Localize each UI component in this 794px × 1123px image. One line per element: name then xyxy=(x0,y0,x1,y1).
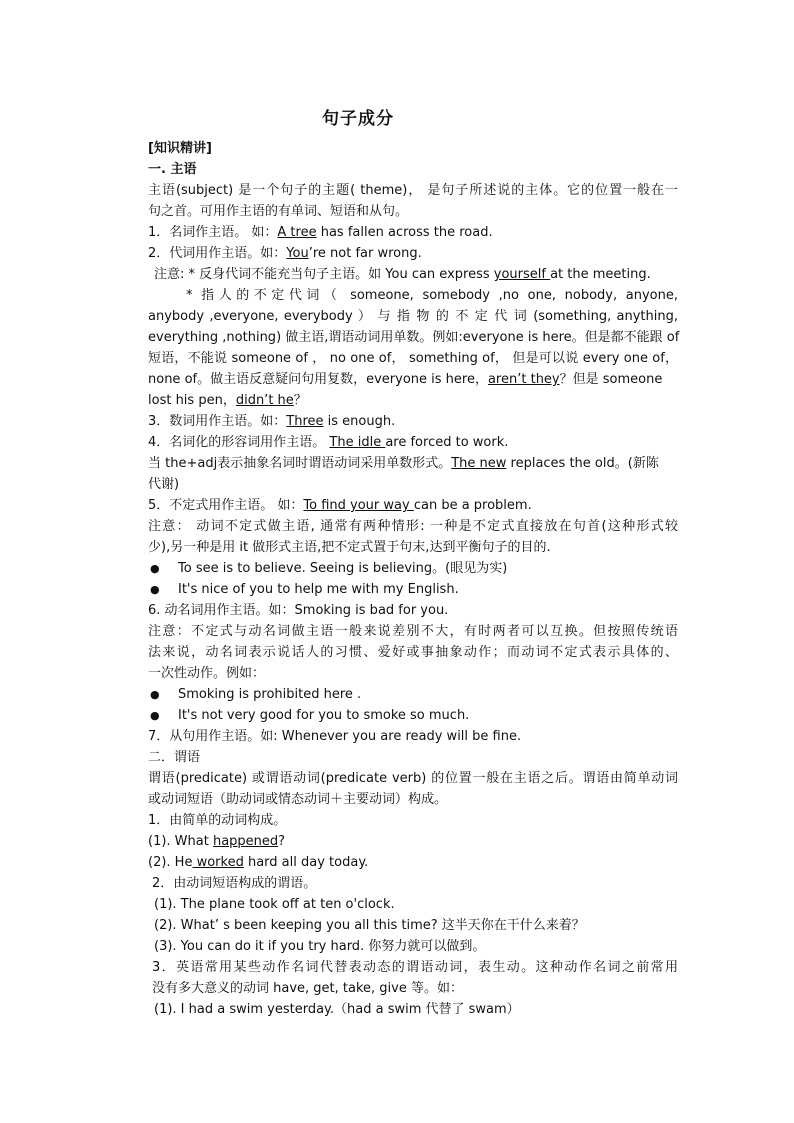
item-4: 4．名词化的形容词用作主语。 The idle are forced to work. xyxy=(148,435,509,450)
bullet-item: ● It's nice of you to help me with my English. xyxy=(148,579,708,600)
predicate-item-1: 1．由简单的动词构成。 xyxy=(148,813,287,828)
item-5-note-line1: 注意： 动词不定式做主语, 通常有两种情形: 一种是不定式直接放在句首(这种形式较 xyxy=(148,519,678,534)
page-title: 句子成分 xyxy=(322,109,394,129)
predicate-example: (2). He worked hard all day today. xyxy=(148,855,369,870)
predicate-item-3-line1: 3．英语常用某些动作名词代替表动态的谓语动词，表生动。这种动作名词之前常用 xyxy=(152,960,678,975)
item-5: 5．不定式用作主语。 如：To find your way can be a problem. xyxy=(148,498,532,513)
predicate-item-3-line2: 没有多大意义的动词 have, get, take, give 等。如： xyxy=(152,981,463,996)
item-2: 2．代词用作主语。如：You’re not far wrong. xyxy=(148,246,422,261)
note-indefinite-line4: 短语，不能说 someone of ， no one of， something of， 但是可以说 every one of， xyxy=(148,351,678,366)
subject-heading: 一. 主语 xyxy=(148,162,197,177)
item-6-note-line1: 注意：不定式与动名词做主语一般来说差别不大，有时两者可以互换。但按照传统语 xyxy=(148,624,678,639)
item-4-note-cont: 代谢) xyxy=(148,477,180,492)
item-1: 1．名词作主语。 如：A tree has fallen across the road. xyxy=(148,225,493,240)
predicate-intro-line1: 谓语(predicate) 或谓语动词(predicate verb) 的位置一般在主语之后。谓语由简单动词 xyxy=(148,771,678,786)
section-label: [知识精讲] xyxy=(148,141,212,156)
bullet-item: ● It's not very good for you to smoke so much. xyxy=(148,705,708,726)
item-6-note-line2: 法来说，动名词表示说话人的习惯、爱好或事抽象动作；而动词不定式表示具体的、 xyxy=(148,645,678,660)
note-indefinite-line1: * 指人的不定代词（ someone, somebody ,no one, nobody, anyone, xyxy=(186,288,678,303)
predicate-example: (1). The plane took off at ten o'clock. xyxy=(154,897,395,912)
note-indefinite-line3: everything ,nothing) 做主语,谓语动词用单数。例如:everyone is here。但是都不能跟 of xyxy=(148,330,680,345)
predicate-intro-line2: 或动词短语（助动词或情态动词＋主要动词）构成。 xyxy=(148,792,448,807)
bullet-item: ● To see is to believe. Seeing is believing。(眼见为实) xyxy=(148,558,708,579)
predicate-item-2: 2．由动词短语构成的谓语。 xyxy=(152,876,317,891)
note-indefinite-line5: none of。做主语反意疑问句用复数，everyone is here，aren’t they？但是 someone xyxy=(148,372,663,387)
predicate-example: (1). What happened? xyxy=(148,834,286,849)
predicate-example: (1). I had a swim yesterday.（had a swim 代替了 swam） xyxy=(154,1002,520,1017)
item-6: 6. 动名词用作主语。如：Smoking is bad for you. xyxy=(148,603,449,618)
item-4-note: 当 the+adj表示抽象名词时谓语动词采用单数形式。The new replaces the old。(新陈 xyxy=(148,456,659,471)
item-3: 3．数词用作主语。如：Three is enough. xyxy=(148,414,396,429)
subject-intro-line2: 句之首。可用作主语的有单词、短语和从句。 xyxy=(148,204,409,219)
note-indefinite-line2: anybody ,everyone, everybody ） 与 指 物 的 不 定 代 词 (something, anything, xyxy=(148,309,678,324)
predicate-example: (3). You can do it if you try hard. 你努力就可以做到。 xyxy=(154,939,486,954)
item-5-note-line2: 少),另一种是用 it 做形式主语,把不定式置于句末,达到平衡句子的目的. xyxy=(148,540,551,555)
note-reflexive: 注意: * 反身代词不能充当句子主语。如 You can express yourself at the meeting. xyxy=(154,267,651,282)
predicate-heading: 二．谓语 xyxy=(148,750,201,765)
predicate-example: (2). What’ s been keeping you all this time? 这半天你在干什么来着？ xyxy=(154,918,585,933)
item-7: 7．从句用作主语。如: Whenever you are ready will be fine. xyxy=(148,729,522,744)
item-6-note-line3: 一次性动作。例如： xyxy=(148,666,266,681)
note-indefinite-line6: lost his pen，didn’t he？ xyxy=(148,393,307,408)
bullet-item: ● Smoking is prohibited here . xyxy=(148,684,708,705)
subject-intro-line1: 主语(subject) 是一个句子的主题( theme)， 是句子所述说的主体。它的位置一般在一 xyxy=(148,183,678,198)
